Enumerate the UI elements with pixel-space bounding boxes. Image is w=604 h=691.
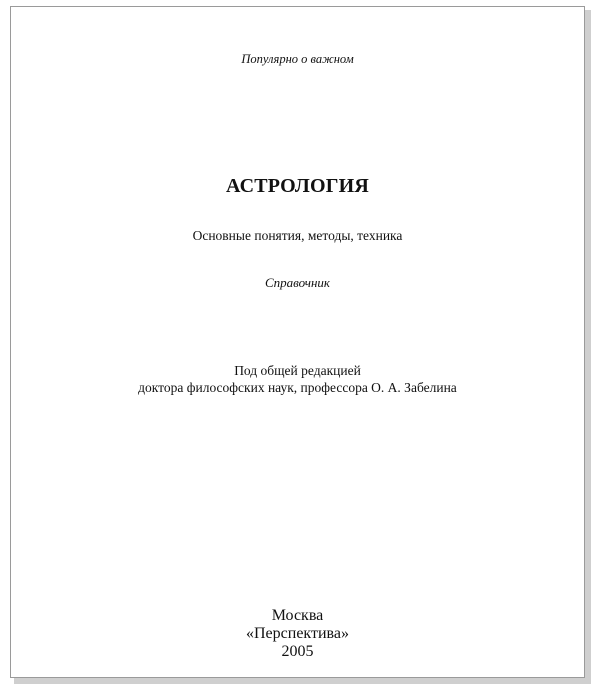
book-genre: Справочник (264, 275, 331, 290)
book-title: АСТРОЛОГИЯ (225, 175, 370, 197)
imprint-block (11, 607, 584, 661)
book-subtitle: Основные понятия, методы, техника (192, 228, 403, 243)
imprint-city: Москва (271, 607, 324, 624)
title-page (10, 6, 585, 678)
editor-block (11, 362, 584, 396)
editor-line-1: Под общей редакцией (234, 363, 361, 378)
imprint-year: 2005 (281, 643, 314, 660)
imprint-publisher: «Перспектива» (246, 625, 349, 642)
series-name: Популярно о важном (241, 52, 354, 66)
editor-line-2: доктора философских наук, профессора О. А. Забелина (138, 380, 457, 395)
